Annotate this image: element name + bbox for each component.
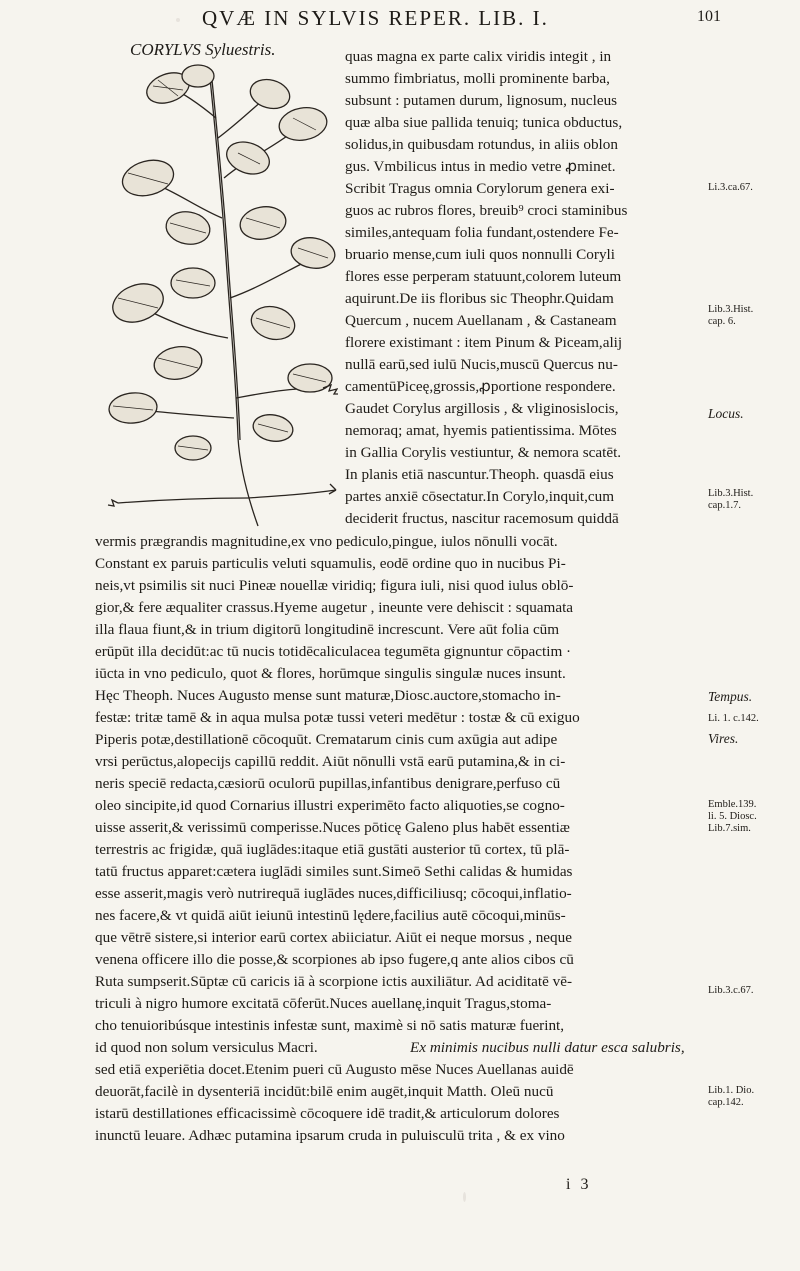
marginal-note: Locus. <box>708 406 744 421</box>
text-line: nes facere,& vt quidā aiūt ieiunū intestinū lędere,facilius autē cōcoqui,minūs- <box>95 907 566 924</box>
text-line: gior,& fere æqualiter crassus.Hyeme augetur , ineunte vere dehiscit : squamata <box>95 599 574 616</box>
text-line: iūcta in vno pediculo, quot & flores, horūmque singulis singulæ nuces insunt. <box>95 665 566 682</box>
text-line: inunctū leuare. Adhæc putamina ipsarum cruda in puluisculū trita , & ex vino <box>95 1127 565 1144</box>
ink-speck <box>463 1192 466 1202</box>
marginal-note: Li.3.ca.67. <box>708 182 753 193</box>
text-line: que vētrē sistere,si interior earū cortex abiiciatur. Aiūt ei neque morsus , neque <box>95 929 572 946</box>
text-line: Constant ex paruis particulis veluti squamulis, eodē ordine quo in nucibus Pi- <box>95 555 566 572</box>
text-line: Scribit Tragus omnia Corylorum genera exi- <box>345 180 615 197</box>
ink-speck <box>176 18 180 22</box>
text-line: Hęc Theoph. Nuces Augusto mense sunt maturæ,Diosc.auctore,stomacho in- <box>95 687 561 704</box>
marginal-note: Lib.3.c.67. <box>708 985 754 996</box>
text-line: in Gallia Corylis vestiuntur, & nemora scatēt. <box>345 444 622 461</box>
text-line: id quod non solum versiculus Macri. <box>95 1039 318 1056</box>
text-line: partes anxiē cōsectatur.In Corylo,inquit,cum <box>345 488 615 505</box>
text-line: Quercum , nucem Auellanam , & Castaneam <box>345 312 617 329</box>
text-line: In planis etiā nascuntur.Theoph. quasdā eius <box>345 466 614 483</box>
marginal-note: Lib.3.Hist. cap. 6. <box>708 304 754 327</box>
marginal-note: Lib.3.Hist. cap.1.7. <box>708 488 754 511</box>
text-line: vrsi perūctus,alopecijs capillū reddit. Aiūt nōnulli vstā earū putamina,& in ci- <box>95 753 566 770</box>
text-line: Ruta sumpserit.Sūptæ cū caricis iā à scorpione ictis auxiliātur. Ad aciditatē vē- <box>95 973 573 990</box>
text-line: tatū fructus apparet:cætera iuglādi similes sunt.Simeō Sethi calidas & humidas <box>95 863 573 880</box>
text-line: gus. Vmbilicus intus in medio vetre ꝓminet. <box>345 158 616 175</box>
text-line: venena officere illo die posse,& scorpiones ab ipso fugere,q ante alios cibos cū <box>95 951 574 968</box>
text-line: triculi à nigro humore excitatā cōferūt.Nuces auellanę,inquit Tragus,stoma- <box>95 995 552 1012</box>
marginal-note: Lib.1. Dio. cap.142. <box>708 1085 755 1108</box>
page-number: 101 <box>697 8 721 25</box>
text-line: guos ac rubros flores, breuib⁹ croci staminibus <box>345 202 628 219</box>
text-line: terrestris ac frigidæ, quā iuglādes:itaque etiā gustāti austerior tū cortex, tū plā- <box>95 841 570 858</box>
text-line: solidus,in quibusdam rotundus, in aliis oblon <box>345 136 618 153</box>
running-title: QVÆ IN SYLVIS REPER. LIB. I. <box>202 6 549 30</box>
text-line: aquirunt.De iis floribus sic Theophr.Quidam <box>345 290 614 307</box>
text-line: subsunt : putamen durum, lignosum, nucleus <box>345 92 618 109</box>
illustration-caption: CORYLVS Syluestris. <box>130 40 276 59</box>
text-line: flores esse perperam statuunt,colorem luteum <box>345 268 622 285</box>
text-line: oleo sincipite,id quod Cornarius illustri experimēto facto aliquoties,se cogno- <box>95 797 565 814</box>
text-line: Piperis potæ,destillationē cōcoquūt. Crematarum cinis cum axūgia aut adipe <box>95 731 558 748</box>
text-line: erūpūt illa decidūt:ac tū nucis totidēcaliculacea tegumēta gignuntur cōpactim · <box>95 643 572 660</box>
text-line: nullā earū,sed iulū Nucis,muscū Quercus nu- <box>345 356 618 373</box>
text-line: florere existimant : item Pinum & Piceam,alij <box>345 334 623 351</box>
italic-quote: Ex minimis nucibus nulli datur esca salubris, <box>410 1039 685 1056</box>
text-line: deuorāt,facilè in dysenteriā incidūt:bilē enim augēt,inquit Matth. Oleū nucū <box>95 1083 554 1100</box>
text-line: sed etiā experiētia docet.Etenim pueri cū Augusto mēse Nuces Auellanas auidē <box>95 1061 574 1078</box>
marginal-note: Vires. <box>708 731 739 746</box>
signature-mark: i 3 <box>566 1176 592 1193</box>
text-line: cho tenuioribúsque intestinis infestæ sunt, maximè si nō satis maturæ fuerint, <box>95 1017 565 1034</box>
text-line: esse asserit,magis verò nutrirequā iuglādes nuces,difficiliusq; cōcoqui,inflatio- <box>95 885 572 902</box>
text-line: summo fimbriatus, molli prominente barba, <box>345 70 610 87</box>
text-line: bruario mense,cum iuli quos nonnulli Coryli <box>345 246 615 263</box>
text-line: camentūPiceę,grossis,ꝓportione respondere. <box>345 378 616 395</box>
text-line: neris speciē redacta,cæsiorū oculorū pupillas,infantibus denigrare,perfuso cū <box>95 775 561 792</box>
text-line: festæ: tritæ tamē & in aqua mulsa potæ tussi veteri medētur : tostæ & cū exiguo <box>95 709 580 726</box>
marginal-note: Tempus. <box>708 689 753 704</box>
text-line: illa flaua fiunt,& in trium digitorū longitudinē increscunt. Vere aūt folia cūm <box>95 621 560 638</box>
marginal-note: Li. 1. c.142. <box>708 713 759 724</box>
text-line: vermis prægrandis magnitudine,ex vno pediculo,pingue, iulos nōnulli vocāt. <box>95 533 558 550</box>
text-line: istarū destillationes efficacissimè cōcoquere idē tradit,& articulorum dolores <box>95 1105 560 1122</box>
text-line: deciderit fructus, nascitur racemosum quiddā <box>345 510 619 527</box>
text-line: uisse asserit,& verissimū comperisse.Nuces pōticę Galeno plus habēt essentiæ <box>95 819 570 836</box>
text-line: Gaudet Corylus argillosis , & vliginosislocis, <box>345 400 619 417</box>
marginal-note: Emble.139. li. 5. Diosc. Lib.7.sim. <box>708 799 757 834</box>
text-line: nemoraq; amat, hyemis patientissima. Mōtes <box>345 422 617 439</box>
text-line: neis,vt psimilis sit nuci Pineæ nouellæ viridiq; figura iuli, nisi quod iulus oblō- <box>95 577 574 594</box>
text-line: quas magna ex parte calix viridis integit , in <box>345 48 612 65</box>
text-line: similes,antequam folia fundant,ostendere Fe- <box>345 224 619 241</box>
text-line: quæ alba siue pallida tenuiq; tunica obductus, <box>345 114 623 131</box>
